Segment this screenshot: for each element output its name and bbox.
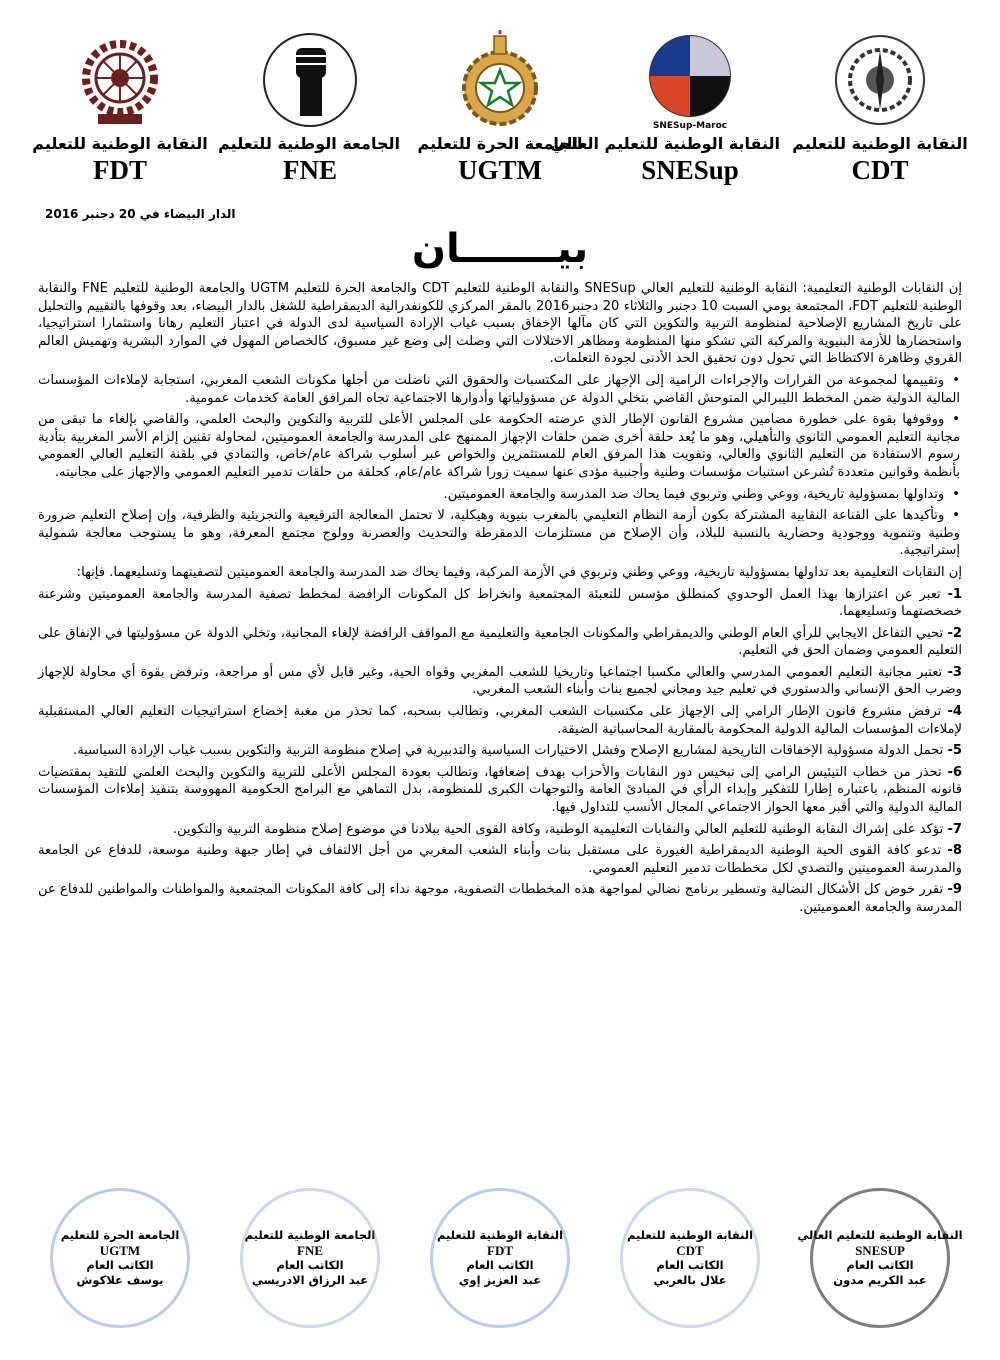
- point-number: 9-: [947, 882, 962, 898]
- letterhead: [30, 30, 970, 195]
- sig-role: الكاتب العام: [276, 1258, 344, 1272]
- sig-abbr: UGTM: [99, 1243, 141, 1258]
- org-fdt: [30, 30, 210, 195]
- org-ugtm: [410, 30, 590, 195]
- gear-wheel-logo: [70, 30, 170, 130]
- org-abbr: UGTM: [458, 155, 542, 185]
- bullet-item: • وتأكيدها على القناعة النقابية المشتركة بكون أزمة النظام التعليمي بالمغرب بنيوية وهيكلية، لا تحتمل المعالجة الترقيعية والتجزيئية والظرفية، وإن إصلاح التعليم ضرورة وطنية وتنموية ووجودية وحضارية بالنسبة للبلاد، وأن الإصلاح من مستلزمات الدمقرطة والتحديث والعصرنة وولوج مجتمع المعرفة، وهو ما يستوجب معالجة شمولية إستراتيجية.: [38, 507, 962, 560]
- sig-name: عبد الكريم مدون: [833, 1273, 927, 1287]
- point-item: [38, 664, 962, 699]
- org-abbr: SNESup: [641, 155, 739, 185]
- signature-snesup: [790, 1228, 970, 1343]
- org-name-ar: النقابة الوطنية للتعليم: [32, 134, 208, 153]
- sig-abbr: FNE: [297, 1243, 323, 1258]
- sig-org: الجامعة الحرة للتعليم: [60, 1228, 180, 1242]
- org-cdt: [790, 30, 970, 195]
- point-text: تعتبر مجانية التعليم العمومي المدرسي والعالي مكسبا اجتماعيا وتاريخيا للشعب المغربي وقواه الحية، وغير قابل لأي مس أو مراجعة، وترفض بقوة أي محاولة للإجهاز وضرب الحق الإنساني والدستوري في تعليم جيد ومجاني لجميع بنات وأبناء الشعب المغربي.: [38, 664, 962, 698]
- sig-org: النقابة الوطنية للتعليم: [626, 1228, 754, 1242]
- intro-paragraph: إن النقابات الوطنية التعليمية: النقابة الوطنية للتعليم العالي SNESup والنقابة الوطنية للتعليم CDT والجامعة الحرة للتعليم UGTM والجامعة الوطنية للتعليم FNE والنقابة الوطنية للتعليم FDT، المجتمعة يومي السبت 10 دجنبر والثلاثاء 20 دجنبر2016 بالمقر المركزي للكونفدرالية الديمقراطية للشغل بالدار البيضاء، بعد وقوفها بالتقييم والتحليل على تاريخ المشاريع الإصلاحية لمنظومة التربية والتكوين التي كان مآلها الإخفاق بسبب غياب الإرادة السياسية لدى الدولة في اعتبار التعليم رهانا واستثمارا استراتيجيا، واستحضارها للأزمة البنيوية والمركبة التي تشكو منها المنظومة ومظاهر الاختلالات التي وصلت إلى وضع غير مسبوق، كالخصاص المهول في الموارد البشرية وتهميش العالم القروي وظاهرة الاكتظاظ التي تحول دون تحقيق الحد الأدنى لجودة التعلمات.: [38, 281, 963, 367]
- point-item: [38, 703, 962, 738]
- point-text: تؤكد على إشراك النقابة الوطنية للتعليم العالي والنقابات التعليمية الوطنية، وكافة القوى الحية ببلادنا في موضوع إصلاح منظومة التربية والتكوين.: [172, 821, 944, 837]
- point-number: 2-: [947, 625, 963, 641]
- statement-body: [38, 280, 962, 921]
- sig-name: عبد العزيز إوي: [458, 1273, 542, 1287]
- sig-role: الكاتب العام: [466, 1258, 534, 1272]
- sig-org: الجامعة الوطنية للتعليم: [244, 1228, 376, 1242]
- point-number: 6-: [947, 764, 962, 780]
- bullet-item: • وتداولها بمسؤولية تاريخية، ووعي وطني وتربوي فيما يحاك ضد المدرسة والجامعة العموميتين.: [38, 486, 962, 504]
- signature-block: [30, 1228, 970, 1343]
- org-name-ar: النقابة الوطنية للتعليم العالي: [550, 134, 780, 153]
- document-date: الدار البيضاء في 20 دجنبر 2016: [45, 207, 236, 221]
- point-text: تعبر عن اعتزازها بهذا العمل الوحدوي كمنطلق مؤسس للتعبئة المجتمعية وانخراط كل المكونات الرافضة لمخطط تصفية المدرسة والجامعة العموميتين وشرعنة خصخصتهما وتسليعهما.: [38, 586, 962, 620]
- point-number: 4-: [947, 704, 962, 720]
- sig-org: النقابة الوطنية للتعليم العالي: [797, 1228, 963, 1242]
- point-text: تحذر من خطاب التيئيس الرامي إلى تبخيس دور النقابات والأحزاب بهدف إضعافها، وتطالب بعودة المجلس الأعلى للتربية والتكوين والبحث العلمي للتقيد بمقتضيات قانونه المنظم، باعتباره إطارا للتفكير وإبداء الرأي في المبادئ العامة والتوجهات الكبرى للمنظومة، بدل التماهي مع البرامج الحكومية المهووسة بتنفيذ إملاءات المؤسسات المالية الدولية والتي أقبر معها الحوار الاجتماعي المجال الأنسب للتداول فيها.: [38, 764, 962, 816]
- point-item: [38, 742, 962, 760]
- signature-fdt: [410, 1228, 590, 1343]
- org-name-ar: الجامعة الوطنية للتعليم: [218, 134, 400, 153]
- round-seal-icon: [50, 1188, 190, 1328]
- cdt-emblem-logo: [830, 30, 930, 130]
- point-text: ترفض مشروع قانون الإطار الرامي إلى الإجهاز على مكتسبات الشعب المغربي، وتطالب بسحبه، كما تحذر من مغبة إخضاع استراتيجيات التعليم العالي المستقبلية لإملاءات المؤسسات المالية الدولية المحكومة بالمقاربة المحاسباتية الضيقة.: [38, 704, 962, 737]
- snesup-circle-logo: [640, 30, 740, 130]
- org-abbr: FDT: [93, 155, 147, 185]
- sig-abbr: CDT: [676, 1243, 704, 1258]
- point-item: [38, 842, 962, 877]
- svg-text:SNESup-Maroc: SNESup-Maroc: [652, 121, 728, 130]
- sig-name: علال بالعربي: [653, 1273, 727, 1287]
- point-item: [38, 625, 962, 660]
- org-name-ar: الجامعة الحرة للتعليم: [417, 134, 583, 153]
- point-number: 7-: [947, 821, 962, 837]
- point-text: تحمل الدولة مسؤولية الإخفاقات التاريخية لمشاريع الإصلاح وفشل الاختيارات السياسية والتدبيرية في إصلاح منظومة التربية والتكوين بسبب غياب الإرادة السياسية.: [73, 743, 944, 759]
- point-text: تدعو كافة القوى الحية الوطنية الديمقراطية الغيورة على مستقبل بنات وأبناء الشعب المغربي من أجل الالتفاف في إطار جبهة وطنية موسعة، للدفاع عن الجامعة والمدرسة العموميتين والتصدي لكل مخططات تدمير التعليم العمومي.: [38, 843, 962, 876]
- sig-org: النقابة الوطنية للتعليم: [436, 1228, 564, 1242]
- org-name-ar: النقابة الوطنية للتعليم: [792, 134, 968, 153]
- point-item: [38, 881, 962, 916]
- sig-name: يوسف علاكوش: [76, 1273, 164, 1287]
- point-item: [38, 821, 962, 839]
- document-title: بيـــــــان: [411, 226, 589, 272]
- point-item: [38, 586, 962, 621]
- sig-role: الكاتب العام: [86, 1258, 154, 1272]
- point-text: تقرر خوض كل الأشكال النضالية وتسطير برنامج نضالي لمواجهة هذه المخططات التصفوية، موجهة نداء إلى كافة المكونات المجتمعية والمواطنات والمواطنين للدفاع عن المدرسة والجامعة العموميتين.: [38, 882, 962, 915]
- point-number: 5-: [947, 743, 962, 759]
- star-gear-logo: [450, 30, 550, 130]
- signature-ugtm: [30, 1228, 210, 1343]
- round-seal-icon: [620, 1188, 760, 1328]
- fist-seal-icon: [240, 1188, 380, 1328]
- sig-abbr: FDT: [487, 1243, 513, 1258]
- bullet-item: • وتقييمها لمجموعة من القرارات والإجراءات الرامية إلى الإجهاز على المكتسبات والحقوق التي ناضلت من أجلها مكونات الشعب المغربي، استجابة لإملاءات المؤسسات المالية الدولية ضمن المخطط الليبرالي المتوحش القاضي بتخلي الدولة عن مسؤولياتها وأدوارها الاجتماعية تجاه المرافق العامة كخدمات عمومية.: [38, 372, 962, 407]
- bullet-item: • ووقوفها بقوة على خطورة مضامين مشروع القانون الإطار الذي عرضته الحكومة على المجلس الأعلى للتربية والتكوين والبحث العلمي، والقاضي بإلغاء ما تبقى من مجانية التعليم العمومي الثانوي والتأهيلي، وهو ما يُعد حلقة أخرى ضمن حلقات الإجهاز الممنهج على المدرسة والجامعة العموميتين، لمحاولة تقنين إلزام الأسر المغربية بتأدية رسوم الاستفادة من التعليم الثانوي والعالي، وتفويت هذا المرفق العام للمستثمرين والخواص عبر أسلوب شراكة عام/خاص، والتمادي في بلقنة التعليم العالي العمومي بأنظمة وقوانين متعددة تُشرعن استنبات مؤسسات وطنية وأجنبية مؤدى عنها سميت زورا شراكة عام/عام، كحلقة من حلقات تدمير التعليم العمومي والإجهاز على مجانيته.: [38, 411, 962, 481]
- sig-role: الكاتب العام: [846, 1258, 914, 1272]
- sig-name: عبد الرزاق الادريسي: [251, 1273, 369, 1287]
- lead-paragraph: إن النقابات التعليمية بعد تداولها بمسؤولية تاريخية، ووعي وطني وتربوي في الأزمة المركبة، وفيما يحاك ضد المدرسة والجامعة العموميتين لتصفيتهما وتسليعهما. فإنها:: [76, 564, 962, 580]
- org-fne: [220, 30, 400, 195]
- raised-fist-logo: [260, 30, 360, 130]
- signature-fne: [220, 1228, 400, 1343]
- round-seal-icon: [430, 1188, 570, 1328]
- org-snesup: [550, 30, 780, 195]
- point-number: 8-: [947, 843, 962, 859]
- org-abbr: FNE: [283, 155, 337, 185]
- sig-abbr: SNESUP: [855, 1243, 905, 1258]
- point-number: 3-: [947, 664, 962, 680]
- point-item: [38, 764, 962, 817]
- point-text: تحيي التفاعل الايجابي للرأي العام الوطني والديمقراطي والمكونات الجامعية والتعليمية مع المواقف الرافضة لإلغاء المجانية، وتخلي الدولة عن مسؤوليتها في الإنفاق على التعليم العمومي وضمان الحق في التعليم.: [38, 625, 962, 659]
- org-abbr: CDT: [851, 155, 909, 185]
- point-number: 1-: [947, 586, 962, 602]
- signature-cdt: [600, 1228, 780, 1343]
- sig-role: الكاتب العام: [656, 1258, 724, 1272]
- dark-seal-icon: [810, 1188, 950, 1328]
